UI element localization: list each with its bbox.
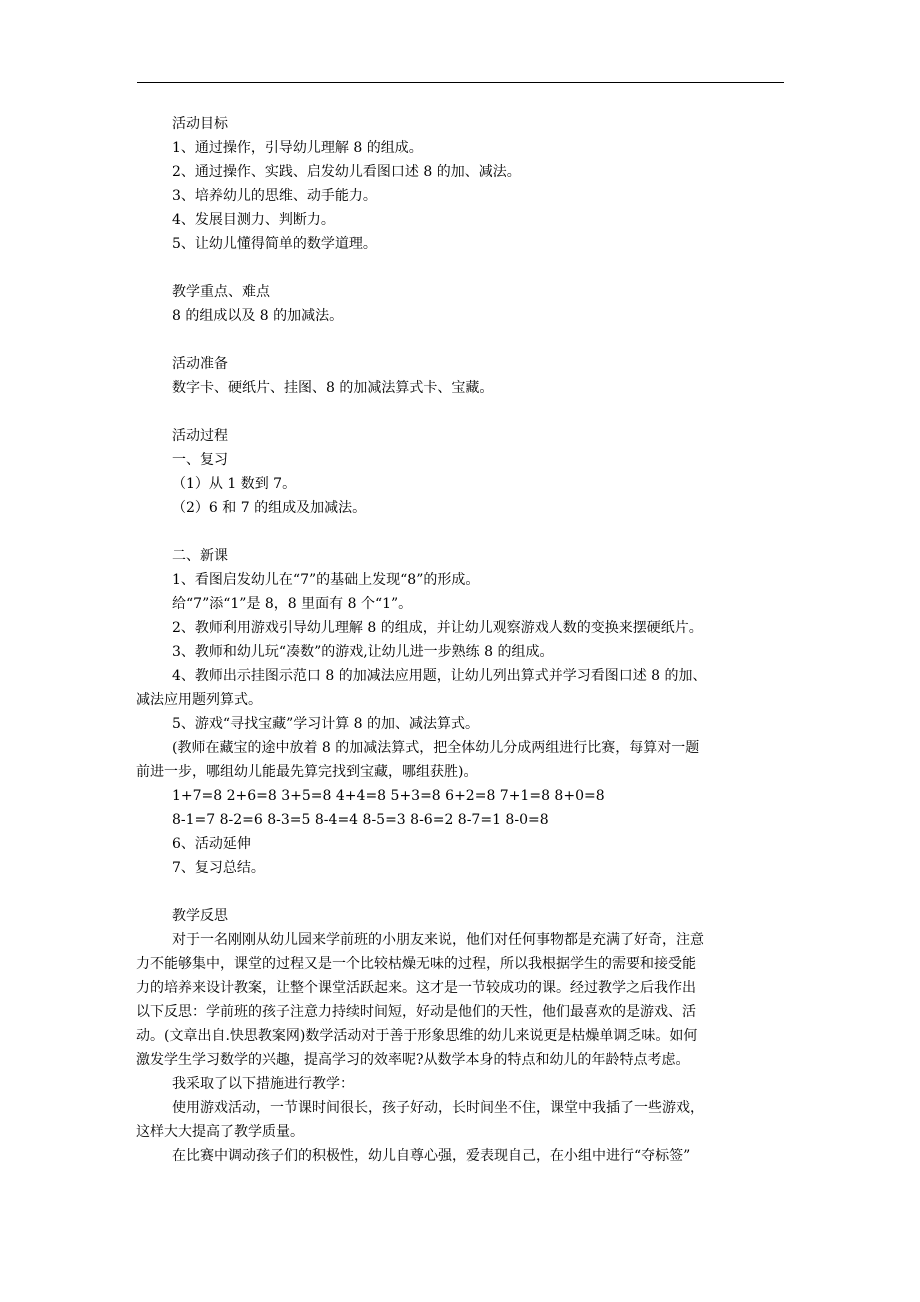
step-5-note-continued: 前进一步，哪组幼儿能最先算完找到宝藏，哪组获胜)。: [136, 764, 478, 780]
goal-item: 5、让幼儿懂得简单的数学道理。: [172, 236, 377, 252]
section-title-goals: 活动目标: [172, 116, 228, 132]
step-4-continued: 减法应用题列算式。: [136, 692, 262, 708]
review-item: （2）6 和 7 的组成及加减法。: [172, 500, 367, 516]
reflection-paragraph: 我采取了以下措施进行教学：: [172, 1076, 354, 1092]
step-1-detail: 给“7”添“1”是 8，8 里面有 8 个“1”。: [172, 596, 413, 612]
goal-item: 3、培养幼儿的思维、动手能力。: [172, 188, 377, 204]
step-1: 1、看图启发幼儿在“7”的基础上发现“8”的形成。: [172, 572, 480, 588]
reflection-line: 对于一名刚刚从幼儿园来学前班的小朋友来说，他们对任何事物都是充满了好奇，注意: [172, 932, 704, 948]
goal-item: 1、通过操作，引导幼儿理解 8 的组成。: [172, 140, 423, 156]
section-title-key-points: 教学重点、难点: [172, 284, 270, 300]
subtraction-equations: 8-1=7 8-2=6 8-3=5 8-4=4 8-5=3 8-6=2 8-7=1 8-0=8: [172, 812, 549, 828]
spacer: [172, 400, 786, 424]
spacer: [172, 256, 786, 280]
header-rule: [137, 82, 784, 83]
addition-equations: 1+7=8 2+6=8 3+5=8 4+4=8 5+3=8 6+2=8 7+1=8 8+0=8: [172, 788, 605, 804]
reflection-line: 这样大大提高了教学质量。: [136, 1124, 304, 1140]
step-5-note: (教师在藏宝的途中放着 8 的加减法算式，把全体幼儿分成两组进行比赛，每算对一题: [172, 740, 700, 756]
goal-item: 4、发展目测力、判断力。: [172, 212, 335, 228]
reflection-line: 力不能够集中，课堂的过程又是一个比较枯燥无味的过程，所以我根据学生的需要和接受能: [136, 956, 696, 972]
step-7: 7、复习总结。: [172, 860, 265, 876]
step-4: 4、教师出示挂图示范口 8 的加减法应用题，让幼儿列出算式并学习看图口述 8 的加、: [172, 668, 707, 684]
reflection-line: 力的培养来设计教案，让整个课堂活跃起来。这才是一节较成功的课。经过教学之后我作出: [136, 980, 696, 996]
step-6: 6、活动延伸: [172, 836, 251, 852]
step-5: 5、游戏“寻找宝藏”学习计算 8 的加、减法算式。: [172, 716, 480, 732]
review-item: （1）从 1 数到 7。: [172, 476, 297, 492]
section-title-preparation: 活动准备: [172, 356, 228, 372]
reflection-line: 以下反思：学前班的孩子注意力持续时间短，好动是他们的天性，他们最喜欢的是游戏、活: [136, 1004, 696, 1020]
new-lesson-title: 二、新课: [172, 548, 228, 564]
step-3: 3、教师和幼儿玩“凑数”的游戏,让幼儿进一步熟练 8 的组成。: [172, 644, 554, 660]
section-title-process: 活动过程: [172, 428, 228, 444]
reflection-line: 动。(文章出自.快思教案网)数学活动对于善于形象思维的幼儿来说更是枯燥单调乏味。如何: [136, 1028, 698, 1044]
reflection-line: 使用游戏活动，一节课时间很长，孩子好动，长时间坐不住，课堂中我插了一些游戏，: [172, 1100, 704, 1116]
reflection-line: 激发学生学习数学的兴趣，提高学习的效率呢?从数学本身的特点和幼儿的年龄特点考虑。: [136, 1052, 690, 1068]
document-body: [136, 112, 786, 1168]
step-2: 2、教师利用游戏引导幼儿理解 8 的组成，并让幼儿观察游戏人数的变换来摆硬纸片。: [172, 620, 703, 636]
spacer: [172, 520, 786, 544]
review-title: 一、复习: [172, 452, 228, 468]
spacer: [172, 328, 786, 352]
reflection-paragraph: 在比赛中调动孩子们的积极性，幼儿自尊心强，爱表现自己，在小组中进行“夺标签”: [172, 1148, 691, 1164]
section-title-reflection: 教学反思: [172, 908, 228, 924]
goal-item: 2、通过操作、实践、启发幼儿看图口述 8 的加、减法。: [172, 164, 521, 180]
preparation-text: 数字卡、硬纸片、挂图、8 的加减法算式卡、宝藏。: [172, 380, 494, 396]
key-points-text: 8 的组成以及 8 的加减法。: [172, 308, 344, 324]
spacer: [172, 880, 786, 904]
